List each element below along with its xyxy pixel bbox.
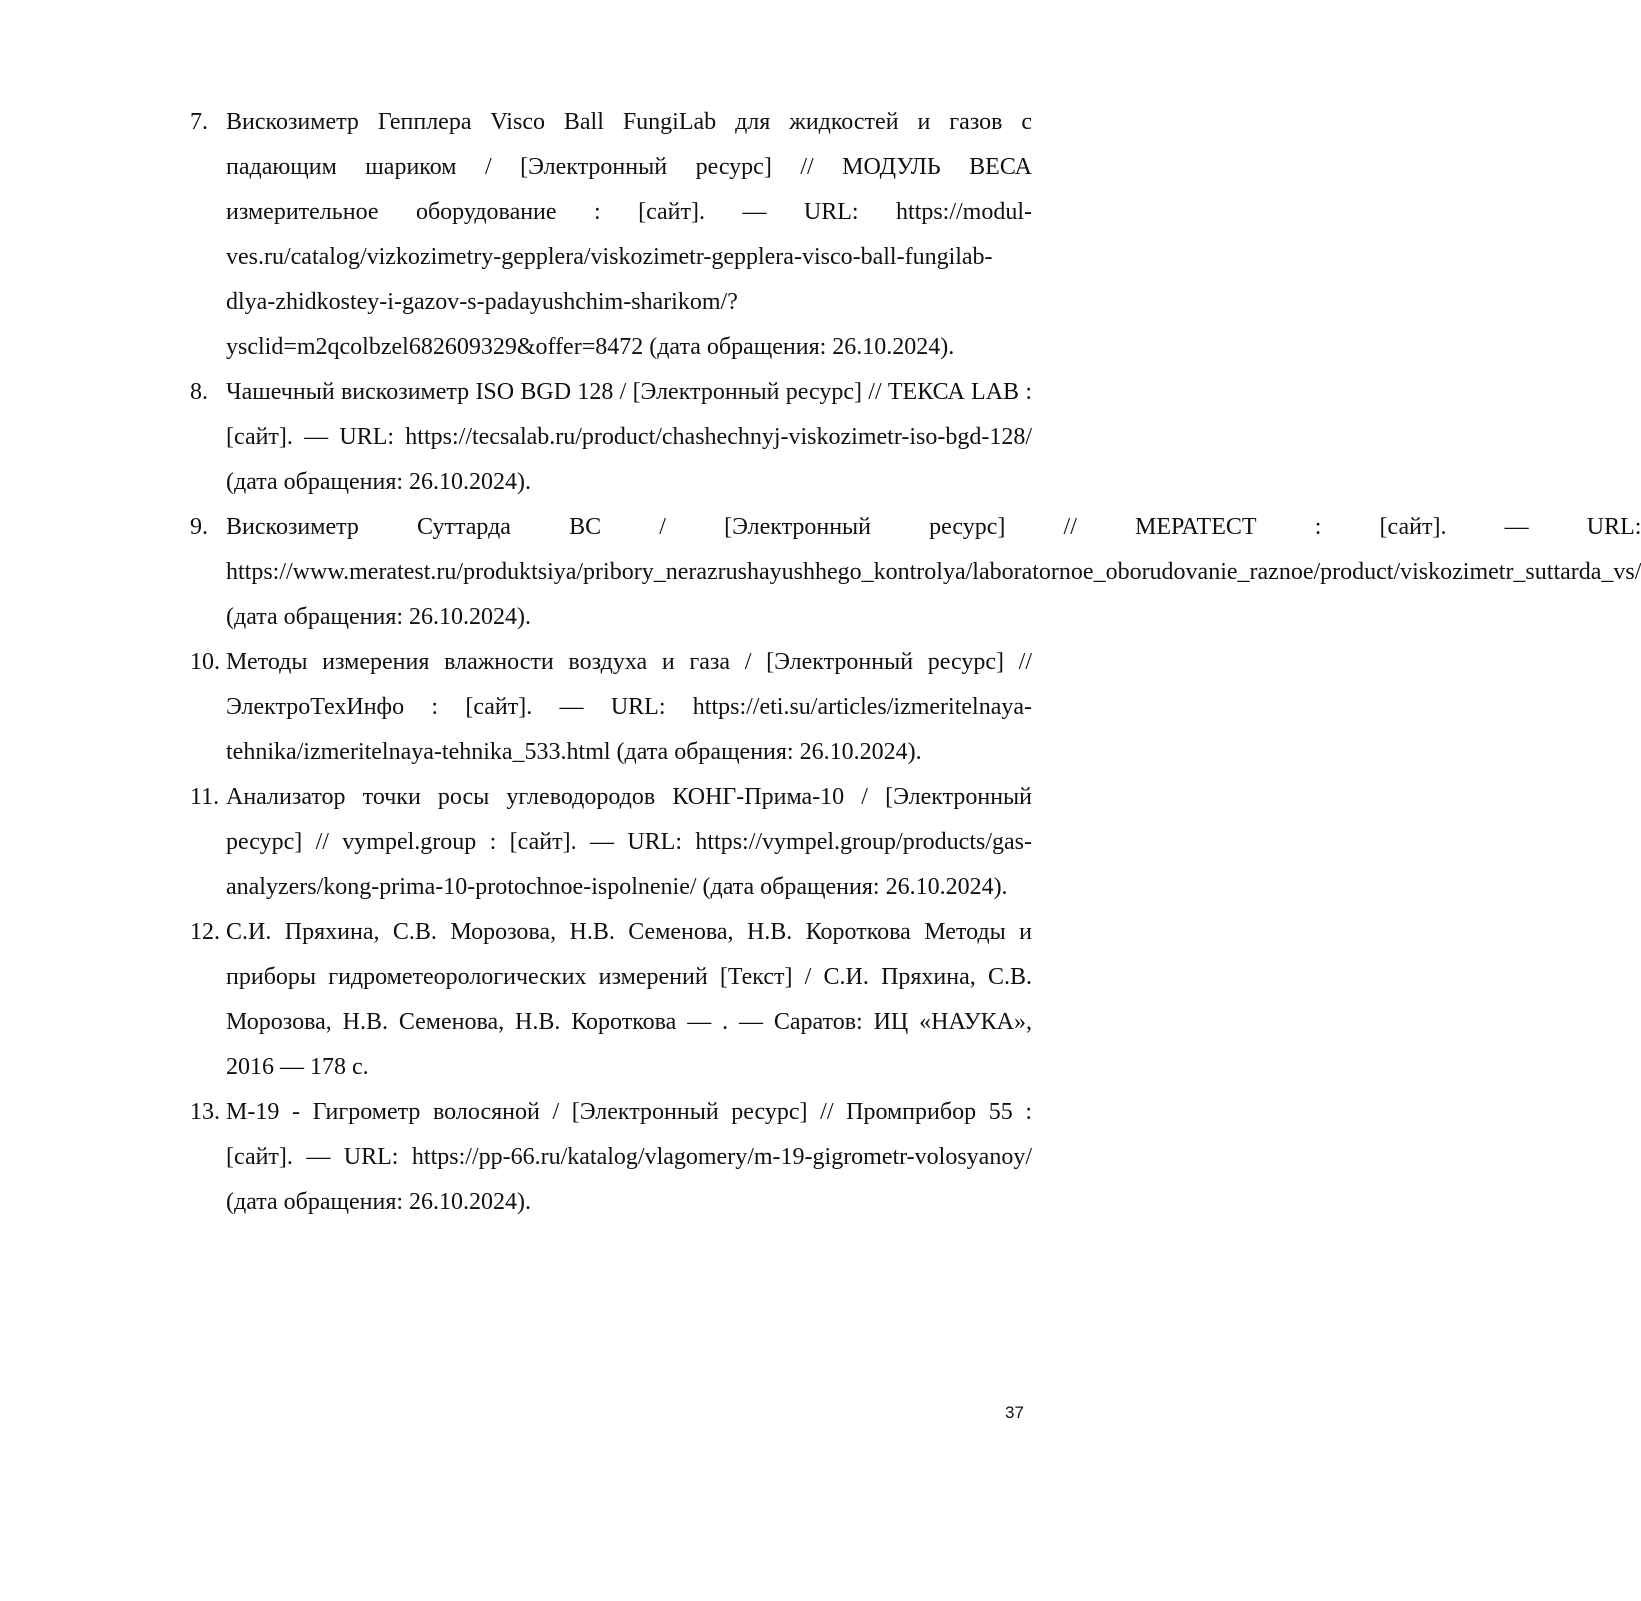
reference-item-9 bbox=[190, 505, 1641, 640]
reference-number: 9. bbox=[190, 514, 208, 540]
reference-number: 11. bbox=[190, 784, 220, 810]
reference-text: Вискозиметр Гепплера Visco Ball FungiLab для жидкостей и газов с падающим шариком / [Электронный ресурс] // МОДУЛЬ ВЕСА измерительное оборудование : [сайт]. — URL: https://modul-ves.ru/catalog/vizkozimetry-gepplera/viskozimetr-gepplera-visco-ball-fungilab-dlya-zhidkostey-i-gazov-s-padayushchim-sharikom/?ysclid=m2qcolbzel682609329&offer=8472 (дата обращения: 26.10.2024). bbox=[226, 109, 1032, 360]
reference-item-11 bbox=[190, 775, 1032, 910]
reference-item-8 bbox=[190, 370, 1032, 505]
reference-item-7 bbox=[190, 100, 1032, 370]
reference-text: Чашечный вискозиметр ISO BGD 128 / [Электронный ресурс] // ТЕКСА LAB : [сайт]. — URL: https://tecsalab.ru/product/chashechnyj-viskozimetr-iso-bgd-128/ (дата обращения: 26.10.2024). bbox=[226, 379, 1032, 495]
reference-number: 7. bbox=[190, 109, 208, 135]
reference-number: 8. bbox=[190, 379, 208, 405]
reference-text: Методы измерения влажности воздуха и газа / [Электронный ресурс] // ЭлектроТехИнфо : [сайт]. — URL: https://eti.su/articles/izmeritelnaya-tehnika/izmeritelnaya-tehnika_533.html (дата обращения: 26.10.2024). bbox=[226, 649, 1032, 765]
reference-list bbox=[190, 100, 1641, 1225]
reference-item-12 bbox=[190, 910, 1032, 1090]
reference-text: Анализатор точки росы углеводородов КОНГ-Прима-10 / [Электронный ресурс] // vympel.group : [сайт]. — URL: https://vympel.group/products/gas-analyzers/kong-prima-10-protochnoe-ispolnenie/ (дата обращения: 26.10.2024). bbox=[226, 784, 1032, 900]
reference-text: С.И. Пряхина, С.В. Морозова, Н.В. Семенова, Н.В. Короткова Методы и приборы гидрометеорологических измерений [Текст] / С.И. Пряхина, С.В. Морозова, Н.В. Семенова, Н.В. Короткова — . — Саратов: ИЦ «НАУКА», 2016 — 178 с. bbox=[226, 919, 1032, 1080]
reference-text: Вискозиметр Суттарда ВС / [Электронный ресурс] // МЕРАТЕСТ : [сайт]. — URL: https://www.meratest.ru/produktsiya/pribory_nerazrushayushhego_kontrolya/laboratornoe_oborudovanie_raznoe/product/viskozimetr_suttarda_vs/ (дата обращения: 26.10.2024). bbox=[226, 514, 1641, 630]
reference-text: М-19 - Гигрометр волосяной / [Электронный ресурс] // Промприбор 55 : [сайт]. — URL: https://pp-66.ru/katalog/vlagomery/m-19-gigrometr-volosyanoy/ (дата обращения: 26.10.2024). bbox=[226, 1099, 1032, 1215]
reference-item-13 bbox=[190, 1090, 1032, 1225]
reference-number: 10. bbox=[190, 649, 220, 675]
reference-number: 12. bbox=[190, 919, 220, 945]
page-number: 37 bbox=[1005, 1403, 1024, 1422]
reference-number: 13. bbox=[190, 1099, 220, 1125]
reference-item-10 bbox=[190, 640, 1032, 775]
